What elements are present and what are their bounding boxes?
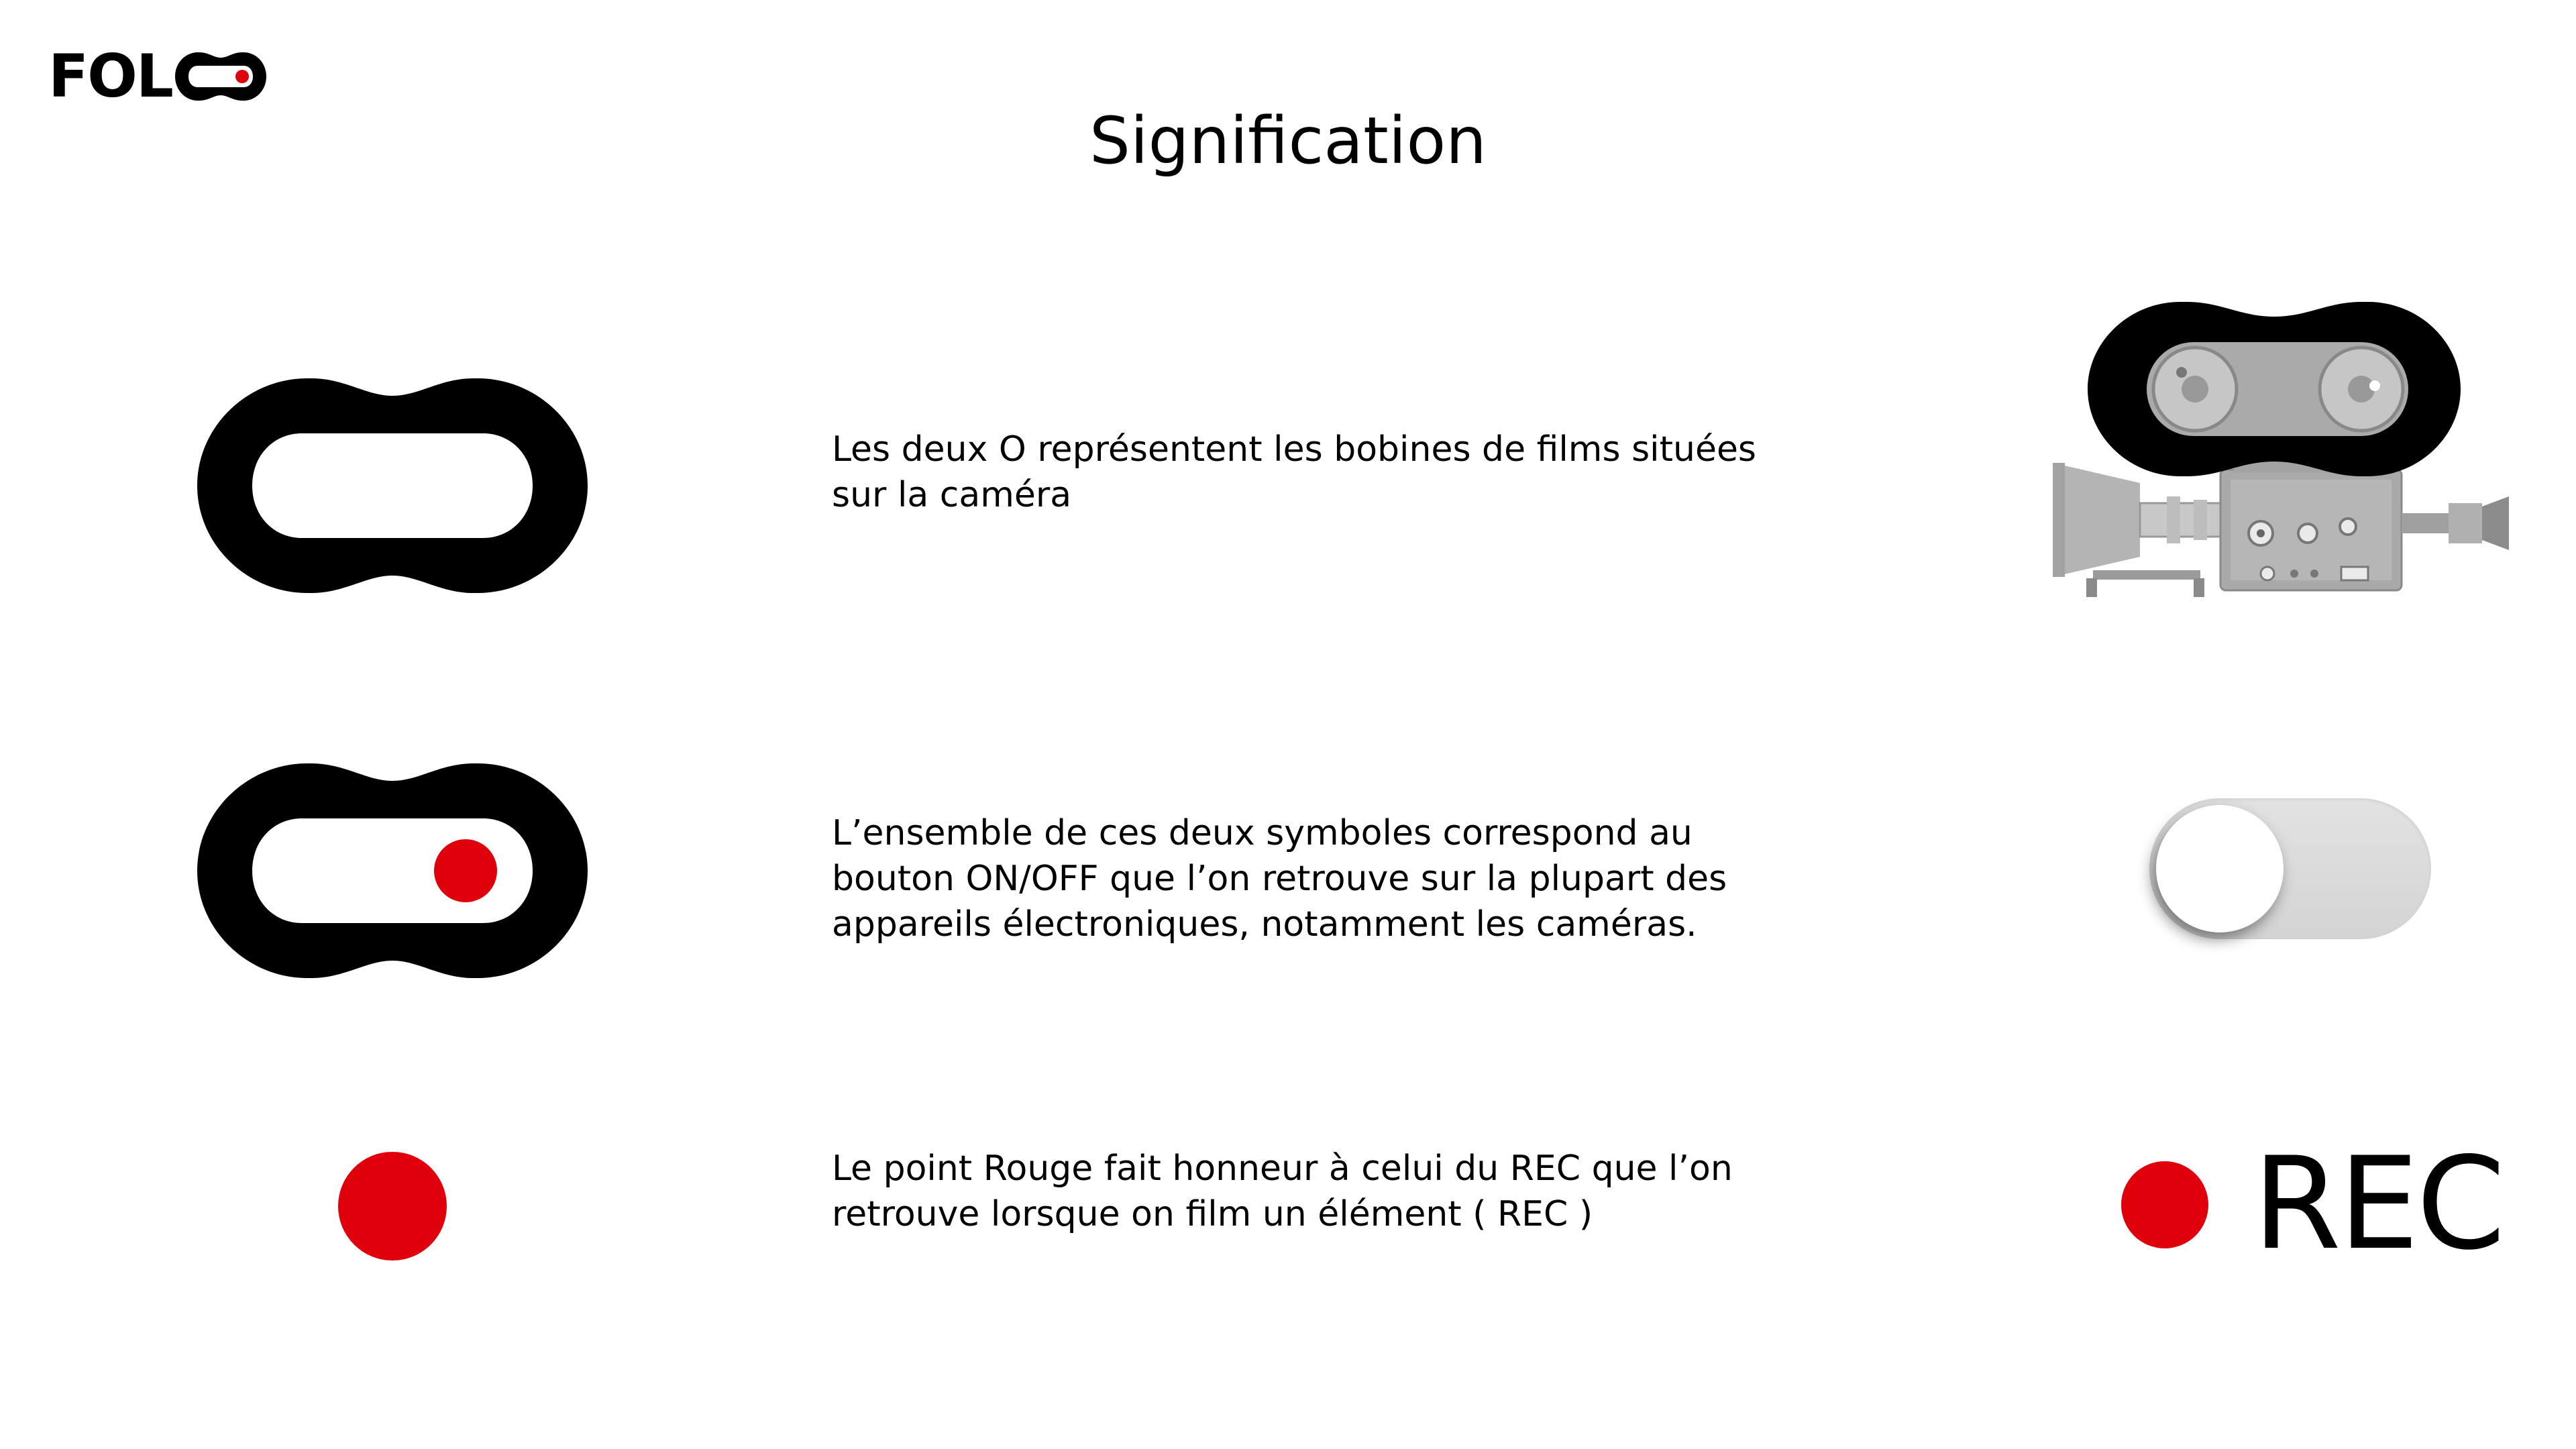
row-3-text xyxy=(832,1146,1838,1237)
toggle-switch-icon xyxy=(2149,798,2431,939)
row-2-text xyxy=(832,810,1838,947)
double-o-icon xyxy=(197,378,588,593)
row-1-line-2: sur la caméra xyxy=(832,475,1072,515)
row-2-line-2: bouton ON/OFF que l’on retrouve sur la plupart des xyxy=(832,859,1727,899)
row-3-line-2: retrouve lorsque on film un élément ( REC ) xyxy=(832,1194,1593,1234)
double-o-with-red-dot-icon xyxy=(197,763,588,978)
folco-logo-icon xyxy=(174,48,268,105)
film-camera-icon xyxy=(2039,302,2536,597)
toggle-knob xyxy=(2156,805,2284,932)
rec-indicator-icon xyxy=(2121,1161,2208,1248)
row-2-line-3: appareils électroniques, notamment les caméras. xyxy=(832,904,1697,945)
red-dot-icon xyxy=(338,1152,447,1260)
page-title: Signification xyxy=(1089,103,1487,178)
row-1-text xyxy=(832,427,1838,518)
row-1-line-1: Les deux O représentent les bobines de films situées xyxy=(832,429,1757,470)
brand-logo xyxy=(48,42,268,111)
row-2-line-1: L’ensemble de ces deux symboles correspond au xyxy=(832,813,1693,853)
row-3-line-1: Le point Rouge fait honneur à celui du REC que l’on xyxy=(832,1148,1733,1189)
rec-label: REC xyxy=(2253,1130,2503,1278)
brand-wordmark: FOL xyxy=(48,42,172,111)
